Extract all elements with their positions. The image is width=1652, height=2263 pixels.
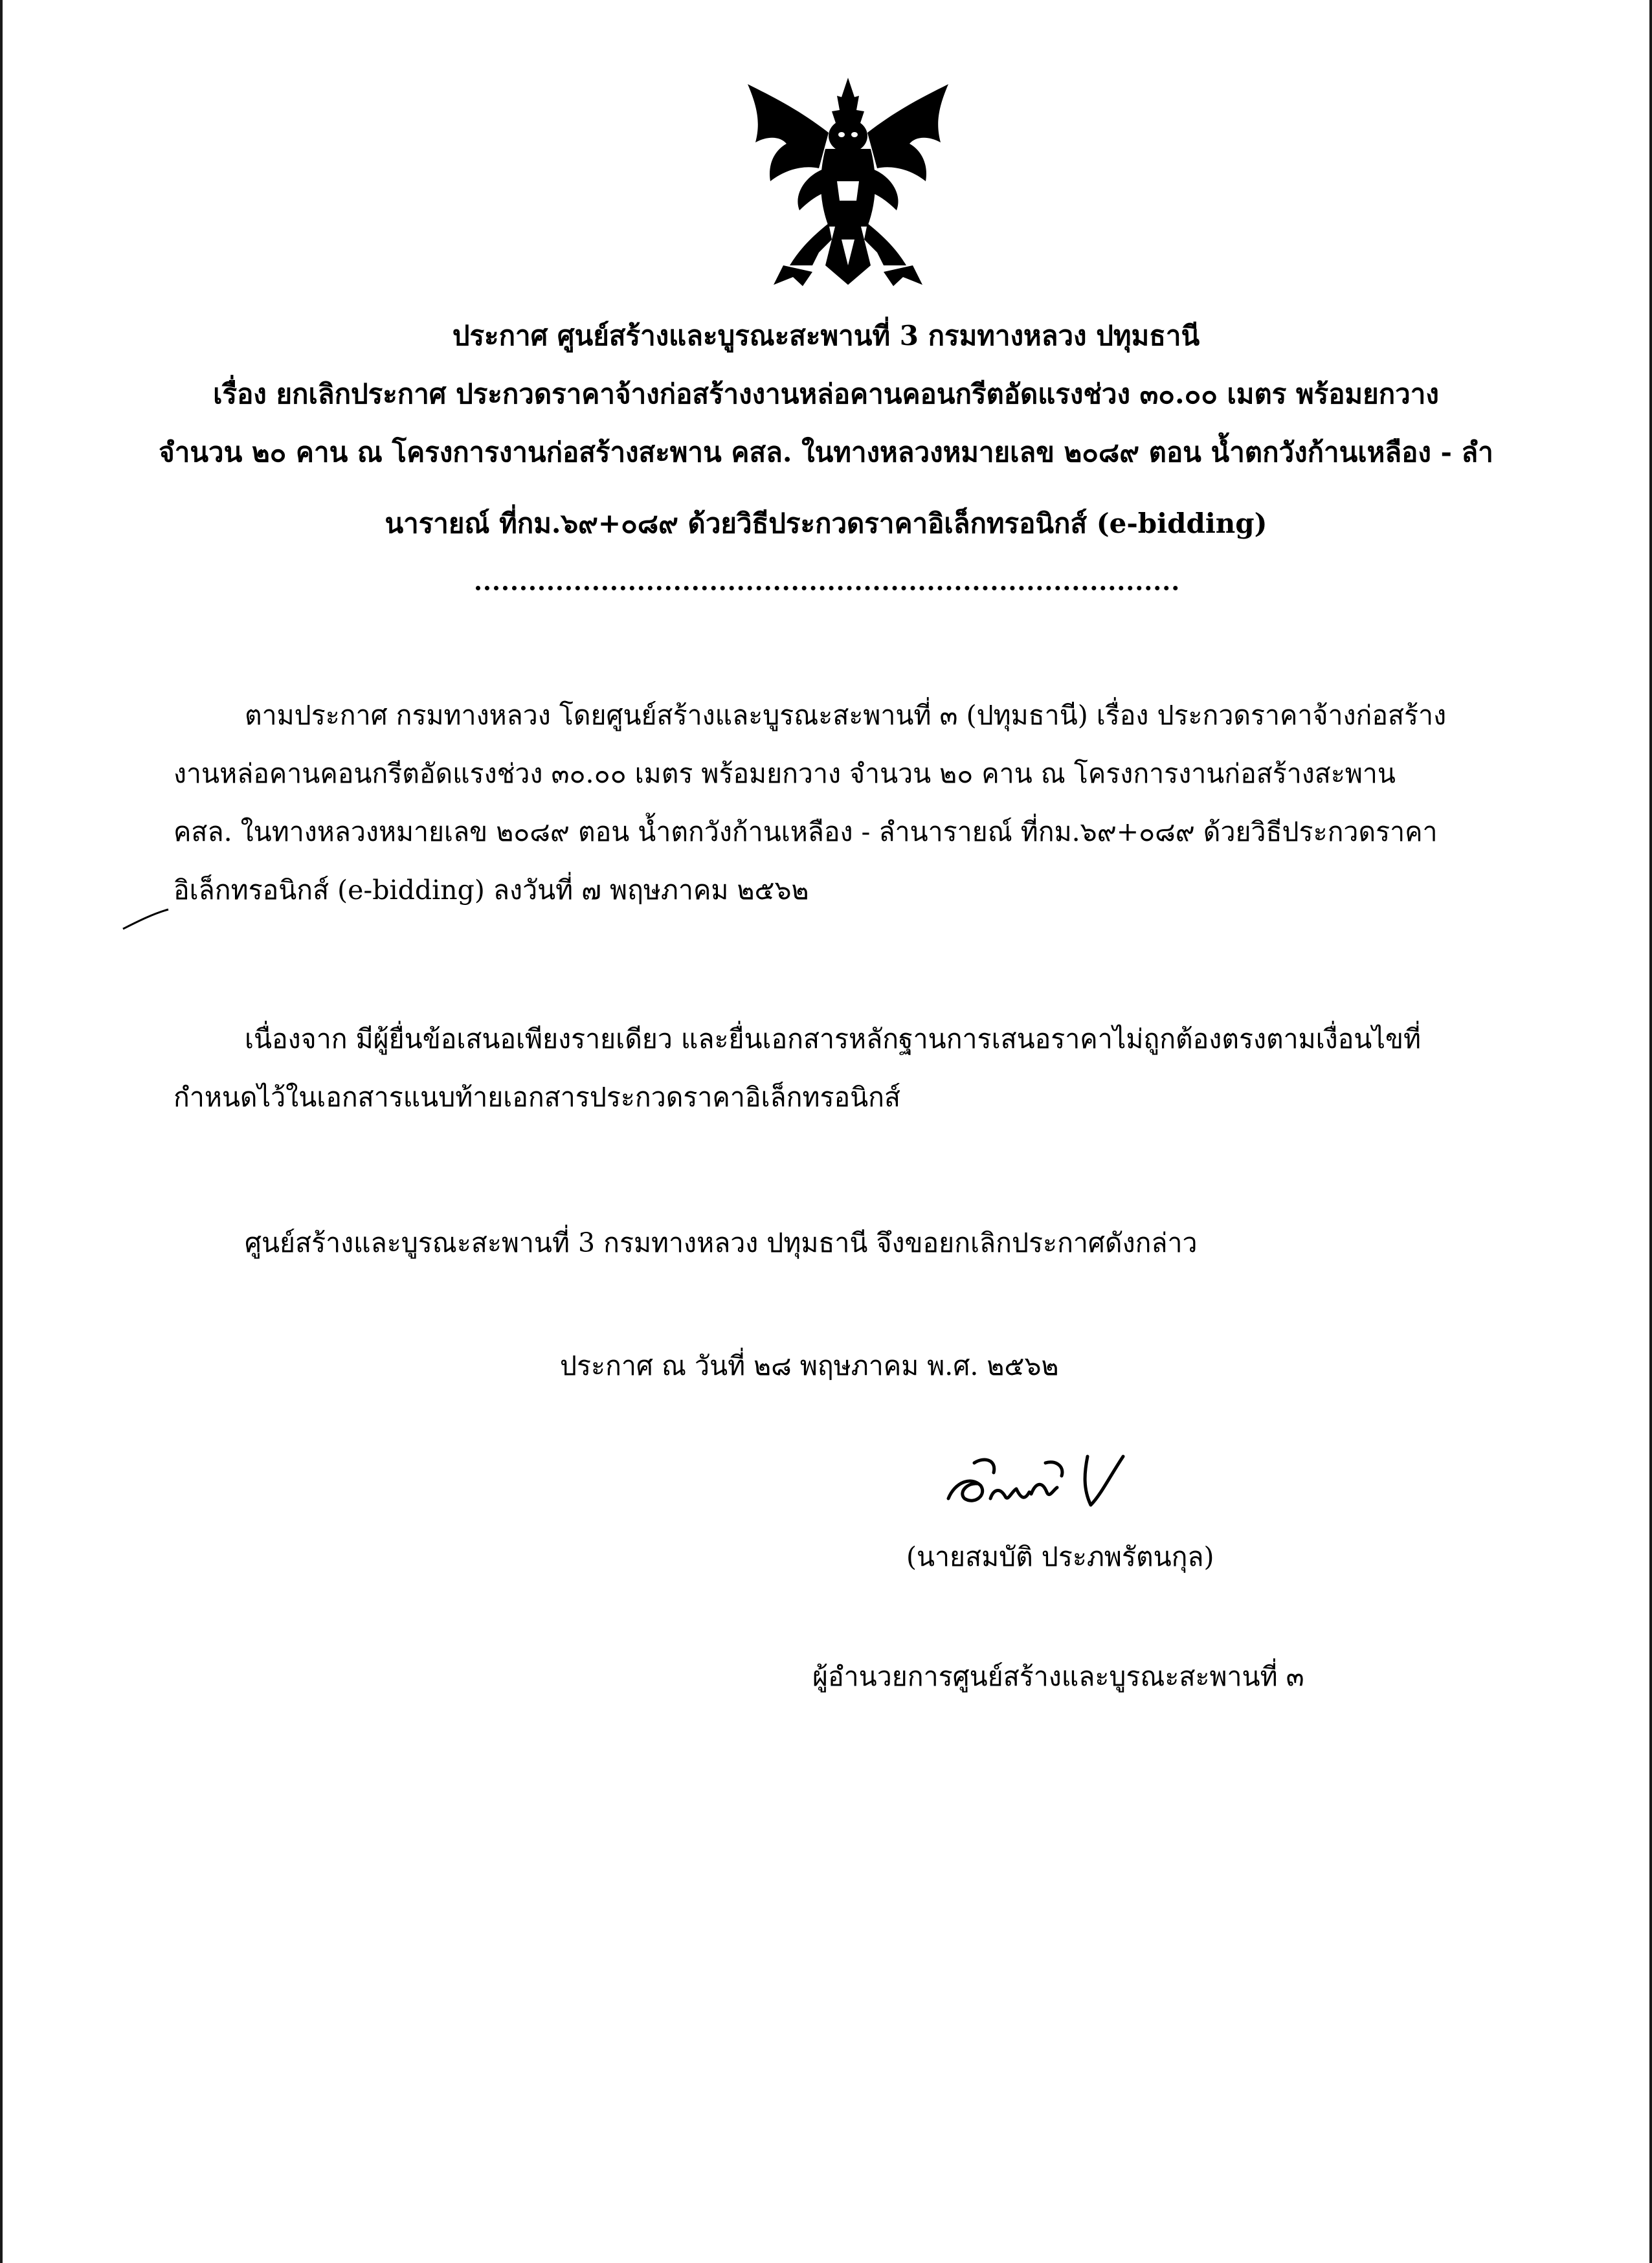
announcement-heading: ประกาศ ศูนย์สร้างและบูรณะสะพานที่ 3 กรมทางหลวง ปทุมธานี [452,320,1200,351]
page-scan-edge-left [0,0,3,2263]
paragraph-1-line: คสล. ในทางหลวงหมายเลข ๒๐๘๙ ตอน น้ำตกวังก้านเหลือง - ลำนารายณ์ ที่กม.๖๙+๐๘๙ ด้วยวิธีประกวดราคา [173,816,1438,847]
page-scan-edge-right [1649,0,1652,2263]
subject-line-2: จำนวน ๒๐ คาน ณ โครงการงานก่อสร้างสะพาน คสล. ในทางหลวงหมายเลข ๒๐๘๙ ตอน น้ำตกวังก้านเหลือง - ลำ [159,436,1493,468]
paragraph-1-line: ตามประกาศ กรมทางหลวง โดยศูนย์สร้างและบูรณะสะพานที่ ๓ (ปทุมธานี) เรื่อง ประกวดราคาจ้างก่อสร้าง [245,700,1447,731]
signer-title: ผู้อำนวยการศูนย์สร้างและบูรณะสะพานที่ ๓ [812,1661,1304,1692]
paragraph-2-line: กำหนดไว้ในเอกสารแนบท้ายเอกสารประกวดราคาอิเล็กทรอนิกส์ [173,1082,900,1113]
signer-name: (นายสมบัติ ประภพรัตนกุล) [906,1541,1214,1572]
subject-line-1: เรื่อง ยกเลิกประกาศ ประกวดราคาจ้างก่อสร้างงานหล่อคานคอนกรีตอัดแรงช่วง ๓๐.๐๐ เมตร พร้อมยกวาง [213,378,1439,410]
paragraph-2-line: เนื่องจาก มีผู้ยื่นข้อเสนอเพียงรายเดียว และยื่นเอกสารหลักฐานการเสนอราคาไม่ถูกต้องตรงตามเงื่อนไขที่ [245,1023,1422,1054]
paragraph-1-line: อิเล็กทรอนิกส์ (e-bidding) ลงวันที่ ๗ พฤษภาคม ๒๕๖๒ [173,875,809,906]
dotted-separator [476,586,1178,590]
pen-stroke-mark [120,906,172,932]
subject-line-3: นารายณ์ ที่กม.๖๙+๐๘๙ ด้วยวิธีประกวดราคาอิเล็กทรอนิกส์ (e-bidding) [385,507,1267,539]
garuda-emblem [722,71,974,291]
paragraph-1-line: งานหล่อคานคอนกรีตอัดแรงช่วง ๓๐.๐๐ เมตร พร้อมยกวาง จำนวน ๒๐ คาน ณ โครงการงานก่อสร้างสะพาน [173,758,1396,789]
paragraph-3-line: ศูนย์สร้างและบูรณะสะพานที่ 3 กรมทางหลวง ปทุมธานี จึงขอยกเลิกประกาศดังกล่าว [245,1227,1198,1258]
announcement-date: ประกาศ ณ วันที่ ๒๘ พฤษภาคม พ.ศ. ๒๕๖๒ [560,1350,1059,1381]
handwritten-signature [935,1437,1168,1521]
